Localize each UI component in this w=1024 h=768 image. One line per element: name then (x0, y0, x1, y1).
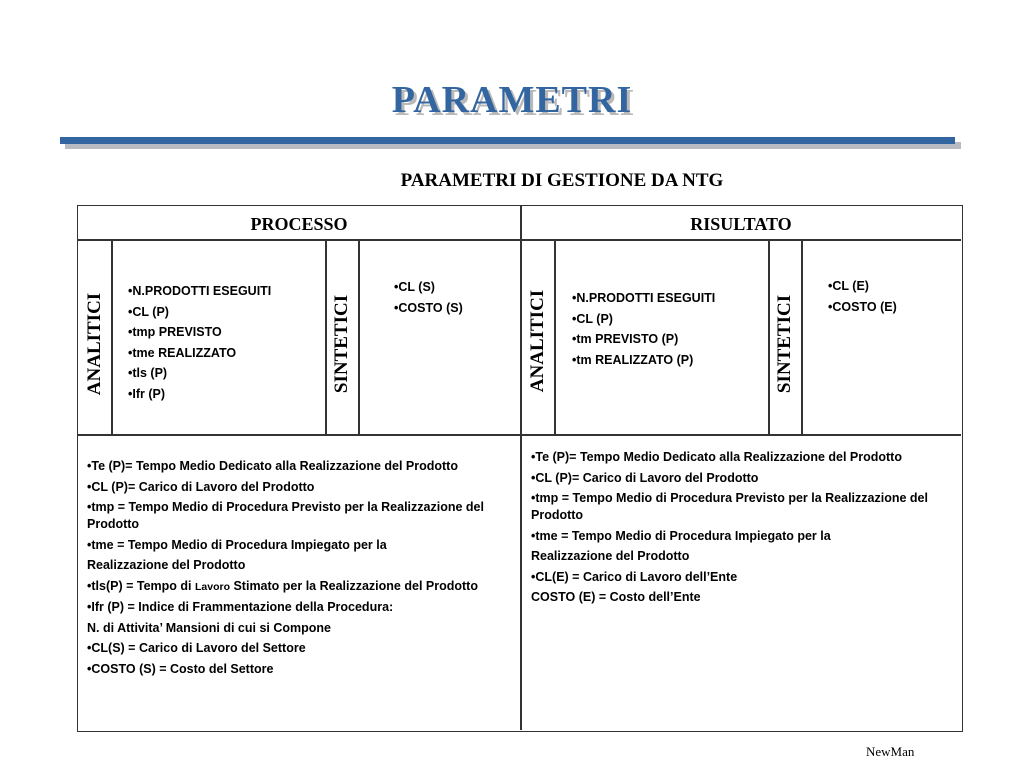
risultato-sintetici-label: SINTETICI (774, 294, 795, 394)
risultato-header: RISULTATO (690, 214, 792, 234)
list-item: •CL (S) (394, 280, 435, 294)
definition: •Te (P)= Tempo Medio Dedicato alla Realizzazione del Prodotto (87, 459, 458, 473)
processo-analitici-label: ANALITICI (84, 292, 105, 396)
list-item: •COSTO (E) (828, 299, 897, 314)
list-item: •COSTO (S) (394, 300, 463, 315)
list-item: •Ifr (P) (128, 386, 166, 401)
definition: •tme = Tempo Medio di Procedura Impiegato per la (87, 537, 387, 552)
definition: •tmp = Tempo Medio di Procedura Previsto per la Realizzazione del Prodotto (531, 491, 928, 522)
processo-analitici-divider (111, 239, 113, 435)
processo-list-divider (325, 239, 327, 435)
slide-subtitle: PARAMETRI DI GESTIONE DA NTG (400, 170, 724, 191)
list-item: •tls (P) (128, 366, 168, 380)
risultato-analitici-divider (554, 239, 556, 435)
center-divider (520, 206, 522, 730)
risultato-analitici-label: ANALITICI (527, 289, 548, 393)
definition: •Te (P)= Tempo Medio Dedicato alla Realizzazione del Prodotto (531, 450, 902, 464)
definition: N. di Attivita’ Mansioni di cui si Compone (87, 620, 332, 635)
definition: •CL(S) = Carico di Lavoro del Settore (87, 641, 306, 655)
processo-header: PROCESSO (250, 214, 348, 234)
definition-part: Stimato per la Realizzazione del Prodotto (230, 578, 478, 593)
list-item: •tmp PREVISTO (128, 325, 222, 339)
processo-sintetici-divider (358, 239, 360, 435)
definition: •CL (P)= Carico di Lavoro del Prodotto (531, 470, 759, 485)
definition: •Ifr (P) = Indice di Frammentazione della Procedura: (87, 600, 394, 614)
list-item: •tm REALIZZATO (P) (572, 352, 694, 367)
definition: COSTO (E) = Costo dell’Ente (531, 590, 701, 604)
list-item: •N.PRODOTTI ESEGUITI (128, 284, 272, 298)
list-item: •tme REALIZZATO (128, 345, 237, 360)
slide-title: PARAMETRI (391, 79, 633, 121)
list-item: •CL (P) (128, 304, 169, 319)
risultato-sintetici-list (828, 276, 897, 317)
definition: •CL(E) = Carico di Lavoro dell’Ente (531, 569, 738, 584)
risultato-sintetici-divider (801, 239, 803, 435)
title-rule (60, 137, 955, 144)
definition-part: •tls(P) = Tempo di (87, 578, 195, 593)
definition: •COSTO (S) = Costo del Settore (87, 661, 274, 676)
definition (87, 578, 517, 596)
list-item: •CL (E) (828, 279, 869, 293)
list-item: •CL (P) (572, 311, 613, 326)
definition: •tmp = Tempo Medio di Procedura Previsto per la Realizzazione del Prodotto (87, 500, 484, 531)
risultato-list-divider (768, 239, 770, 435)
processo-sintetici-label: SINTETICI (331, 294, 352, 394)
list-item: •tm PREVISTO (P) (572, 332, 679, 346)
definition: Realizzazione del Prodotto (87, 558, 246, 572)
parameters-table (77, 205, 963, 732)
risultato-analitici-list (572, 288, 715, 370)
processo-sintetici-list (394, 277, 463, 318)
definition: Realizzazione del Prodotto (531, 549, 690, 563)
footer-brand: NewMan (866, 744, 915, 759)
definition-part: Lavoro (194, 580, 230, 593)
definition: •CL (P)= Carico di Lavoro del Prodotto (87, 479, 315, 494)
processo-analitici-list (128, 281, 271, 404)
processo-definitions (87, 458, 517, 681)
list-item: •N.PRODOTTI ESEGUITI (572, 291, 716, 305)
risultato-definitions (531, 449, 959, 610)
definition: •tme = Tempo Medio di Procedura Impiegato per la (531, 528, 831, 543)
